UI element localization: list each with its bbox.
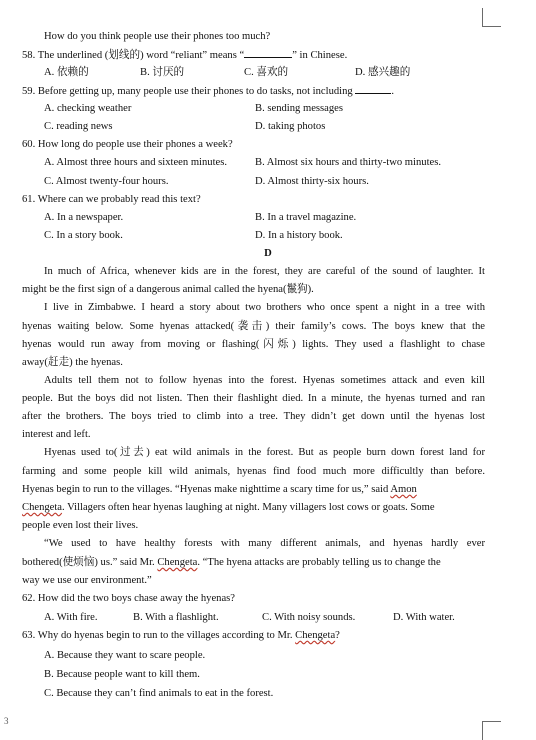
option-62-d: D. With water. [393,612,455,623]
proper-name: Chengeta [22,502,63,513]
option-59-c: C. reading news [44,121,113,132]
passage-line: farming and some people kill wild animals, hyenas find food much more difficultly than before. [22,466,485,477]
option-61-a: A. In a newspaper. [44,212,124,223]
page-corner-mark-top [482,8,501,27]
option-63-a: A. Because they want to scare people. [44,650,206,661]
passage-line: bothered(使烦恼) us.” said Mr. Chengeta. “The hyena attacks are probably telling us to change the [22,557,441,568]
option-60-d: D. Almost thirty-six hours. [255,176,369,187]
proper-name: Chengeta [295,630,336,641]
passage-line: away(赶走) the hyenas. [22,357,123,368]
option-63-b: B. Because people want to kill them. [44,669,200,680]
passage-line: hyenas would run away from moving or flashing(闪烁) lights. They used a flashlight to chase [22,339,485,350]
option-60-a: A. Almost three hours and sixteen minutes. [44,157,228,168]
option-58-c: C. 喜欢的 [244,67,289,78]
passage-line: interest and left. [22,429,91,440]
option-60-c: C. Almost twenty-four hours. [44,176,169,187]
question-text: How do you think people use their phones too much? [44,31,271,42]
passage-line: In much of Africa, whenever kids are in the forest, they are careful of the sound of laughter. It [44,266,485,277]
option-59-a: A. checking weather [44,103,132,114]
passage-line: after the brothers. The boys tried to climb into a tree. They didn’t get down until the hyenas lost [22,411,485,422]
passage-line: hyenas waiting below. Some hyenas attacked(袭击) their family’s cows. The boys knew that the [22,321,485,332]
option-58-a: A. 依赖的 [44,67,89,78]
option-61-d: D. In a history book. [255,230,343,241]
option-60-b: B. Almost six hours and thirty-two minutes. [255,157,441,168]
proper-name: Amon [390,484,417,495]
passage-line: Hyenas begin to run to the villages. “Hyenas make nighttime a scary time for us,” said Amon [22,484,417,495]
passage-line: Chengeta. Villagers often hear hyenas laughing at night. Many villagers lost cows or goats. Some [22,502,435,513]
question-59-stem: 59. Before getting up, many people use their phones to do tasks, not including . [22,86,395,97]
option-62-a: A. With fire. [44,612,98,623]
question-63-stem: 63. Why do hyenas begin to run to the villages according to Mr. Chengeta? [22,630,340,641]
page-corner-mark-bottom [482,721,501,740]
passage-line: Hyenas used to(过去) eat wild animals in the forest. But as people burn down forest land for [44,447,485,458]
option-61-b: B. In a travel magazine. [255,212,357,223]
passage-line: people even lost their lives. [22,520,139,531]
page-number: 3 [4,716,9,726]
answer-blank [355,84,391,94]
option-61-c: C. In a story book. [44,230,123,241]
passage-line: way we use our environment.” [22,575,152,586]
passage-heading: D [264,248,272,259]
option-59-b: B. sending messages [255,103,343,114]
option-62-c: C. With noisy sounds. [262,612,356,623]
question-61-stem: 61. Where can we probably read this text? [22,194,201,205]
option-63-c: C. Because they can’t find animals to eat in the forest. [44,688,274,699]
passage-line: people. But the boys did not listen. Then their flashlight died. In a minute, the hyenas turned and ran [22,393,485,404]
option-58-d: D. 感兴趣的 [355,67,411,78]
question-58-stem: 58. The underlined (划线的) word “reliant” means “ ” in Chinese. [22,50,348,61]
question-62-stem: 62. How did the two boys chase away the hyenas? [22,593,235,604]
answer-blank [244,48,292,58]
passage-line: Adults tell them not to follow hyenas into the forest. Hyenas sometimes attack and even kill [44,375,485,386]
proper-name: Chengeta [157,557,198,568]
question-60-stem: 60. How long do people use their phones a week? [22,139,233,150]
passage-line: I live in Zimbabwe. I heard a story about two brothers who once spent a night in a tree with [44,302,485,313]
option-59-d: D. taking photos [255,121,326,132]
option-62-b: B. With a flashlight. [133,612,219,623]
option-58-b: B. 讨厌的 [140,67,185,78]
passage-line: might be the first sign of a dangerous animal called the hyena(鬣狗). [22,284,314,295]
passage-line: “We used to have healthy forests with many different animals, and hyenas hardly ever [44,538,485,549]
